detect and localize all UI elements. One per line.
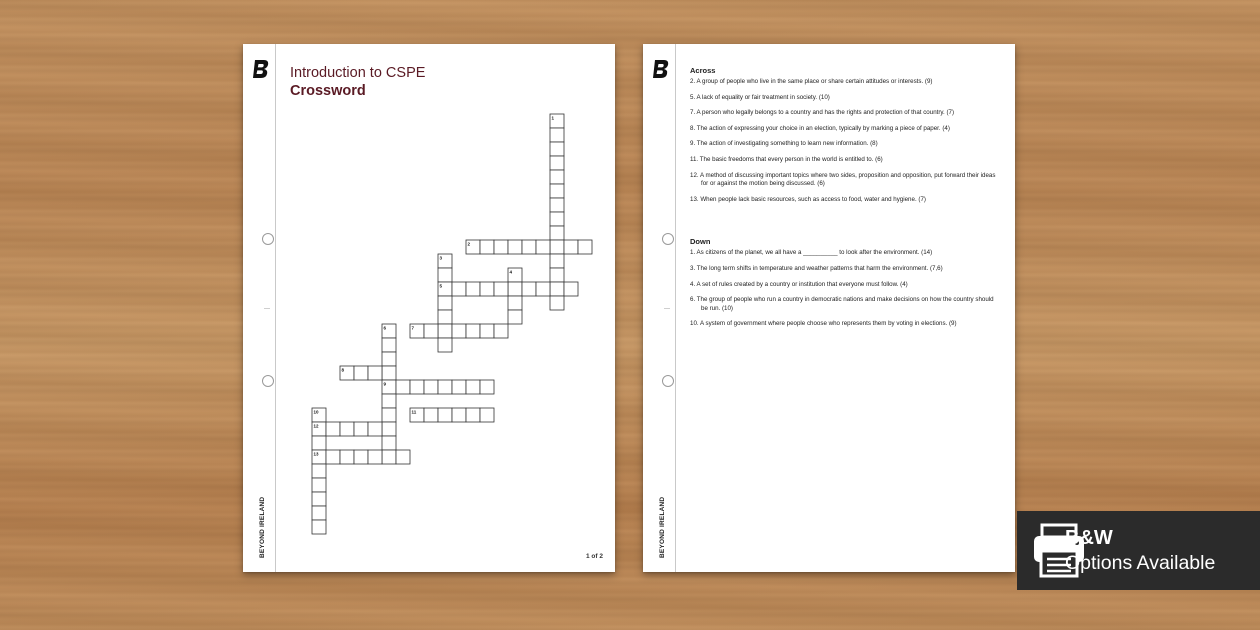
crossword-cell xyxy=(382,436,396,450)
clue-number: 4 xyxy=(509,269,513,275)
crossword-cell xyxy=(550,226,564,240)
crossword-cell xyxy=(480,240,494,254)
crossword-cell xyxy=(564,240,578,254)
crossword-cell xyxy=(578,240,592,254)
brand-logo-icon xyxy=(652,59,670,79)
crossword-cell xyxy=(368,422,382,436)
across-clue: 13. When people lack basic resources, such as access to food, water and hygiene. (7) xyxy=(690,195,926,203)
crossword-cell xyxy=(466,408,480,422)
crossword-cell xyxy=(452,324,466,338)
down-clue: 6. The group of people who run a country in democratic nations and make decisions on how the country should be run. (10) xyxy=(690,296,994,312)
crossword-cell xyxy=(508,310,522,324)
crossword-cell xyxy=(354,422,368,436)
crossword-cell xyxy=(382,422,396,436)
crossword-cell xyxy=(382,352,396,366)
crossword-cell xyxy=(424,324,438,338)
down-clue: 4. A set of rules created by a country or institution that everyone must follow. (4) xyxy=(690,280,908,288)
crossword-cell xyxy=(466,282,480,296)
clue-number: 2 xyxy=(467,241,471,247)
across-clue: 7. A person who legally belongs to a country and has the rights and protection of that country. (7) xyxy=(690,109,955,117)
crossword-cell xyxy=(424,380,438,394)
crossword-cell xyxy=(494,282,508,296)
crossword-cell xyxy=(550,128,564,142)
clue-number: 13 xyxy=(313,451,319,457)
across-clue: 8. The action of expressing your choice in an election, typically by marking a piece of paper. (4) xyxy=(690,124,950,132)
crossword-cell xyxy=(480,324,494,338)
crossword-cell xyxy=(368,366,382,380)
crossword-cell xyxy=(494,240,508,254)
worksheet-page-1 xyxy=(243,44,615,572)
crossword-cell xyxy=(480,282,494,296)
crossword-cell xyxy=(438,310,452,324)
crossword-cell xyxy=(438,408,452,422)
crossword-cell xyxy=(340,422,354,436)
fold-mark xyxy=(664,308,670,309)
crossword-cell xyxy=(312,436,326,450)
banner-title: B&W xyxy=(1065,527,1113,549)
page-number: 1 of 2 xyxy=(586,553,603,560)
crossword-cell xyxy=(466,380,480,394)
crossword-cell xyxy=(550,254,564,268)
down-clue: 10. A system of government where people choose who represents them by voting in elections. (9) xyxy=(690,320,957,328)
down-clue: 3. The long term shifts in temperature and weather patterns that harm the environment. (7,6) xyxy=(690,264,943,272)
clue-number: 1 xyxy=(551,115,555,121)
crossword-cell xyxy=(312,506,326,520)
clue-number: 8 xyxy=(341,367,345,373)
crossword-cell xyxy=(494,324,508,338)
crossword-cell xyxy=(550,282,564,296)
crossword-cell xyxy=(354,366,368,380)
crossword-cell xyxy=(522,240,536,254)
clue-number: 5 xyxy=(439,283,443,289)
crossword-cell xyxy=(312,492,326,506)
brand-vertical-text: BEYOND IRELAND xyxy=(259,496,266,558)
crossword-cell xyxy=(410,380,424,394)
clue-number: 7 xyxy=(411,325,415,331)
crossword-cell xyxy=(452,408,466,422)
crossword-cell xyxy=(550,268,564,282)
across-clue: 11. The basic freedoms that every person in the world is entitled to. (6) xyxy=(690,155,883,163)
crossword-cell xyxy=(550,142,564,156)
crossword-cell xyxy=(466,324,480,338)
across-clue: 12. A method of discussing important topics where two sides, proposition and opposition, put forward their ideas for or against the motion being discussed. (6) xyxy=(690,171,996,188)
crossword-cell xyxy=(536,282,550,296)
crossword-cell xyxy=(536,240,550,254)
crossword-cell xyxy=(508,296,522,310)
across-clue: 5. A lack of equality or fair treatment in society. (10) xyxy=(690,93,830,101)
crossword-cell xyxy=(564,282,578,296)
crossword-cell xyxy=(312,478,326,492)
crossword-cell xyxy=(550,198,564,212)
across-heading: Across xyxy=(690,66,716,75)
crossword-cell xyxy=(368,450,382,464)
binder-hole xyxy=(662,233,674,245)
crossword-cell xyxy=(438,296,452,310)
crossword-cell xyxy=(312,464,326,478)
crossword-cell xyxy=(550,156,564,170)
crossword-cell xyxy=(550,296,564,310)
down-heading: Down xyxy=(690,237,711,247)
crossword-cell xyxy=(312,520,326,534)
crossword-cell xyxy=(326,450,340,464)
crossword-cell xyxy=(326,422,340,436)
clue-number: 9 xyxy=(383,381,387,387)
crossword-cell xyxy=(382,394,396,408)
crossword-cell xyxy=(452,282,466,296)
worksheet-page-2 xyxy=(643,44,1015,572)
crossword-cell xyxy=(508,282,522,296)
crossword-cell xyxy=(550,240,564,254)
crossword-cell xyxy=(550,170,564,184)
page-title: Introduction to CSPE xyxy=(290,65,426,81)
crossword-cell xyxy=(438,324,452,338)
clue-list xyxy=(690,66,998,336)
page-subtitle: Crossword xyxy=(290,83,366,99)
crossword-grid xyxy=(243,44,615,572)
across-clue: 2. A group of people who live in the same place or share certain attitudes or interests. (9) xyxy=(690,78,933,85)
crossword-cell xyxy=(396,380,410,394)
crossword-cell xyxy=(354,450,368,464)
crossword-cell xyxy=(522,282,536,296)
binder-hole xyxy=(662,375,674,387)
clue-number: 11 xyxy=(411,409,417,415)
crossword-cell xyxy=(480,380,494,394)
clue-number: 12 xyxy=(313,423,319,429)
crossword-cell xyxy=(550,184,564,198)
across-clue: 9. The action of investigating something to learn new information. (8) xyxy=(690,140,878,148)
down-clue: 1. As citizens of the planet, we all have a __________ to look after the environment. (14) xyxy=(690,249,933,257)
crossword-cell xyxy=(480,408,494,422)
brand-vertical-text: BEYOND IRELAND xyxy=(659,496,666,558)
crossword-cell xyxy=(424,408,438,422)
crossword-cell xyxy=(382,450,396,464)
crossword-cell xyxy=(550,212,564,226)
crossword-cell xyxy=(340,450,354,464)
clue-number: 10 xyxy=(313,409,319,415)
bw-options-banner xyxy=(1017,511,1260,590)
crossword-cell xyxy=(438,338,452,352)
margin-line xyxy=(675,44,676,572)
crossword-cell xyxy=(382,408,396,422)
crossword-cell xyxy=(508,240,522,254)
crossword-cell xyxy=(396,450,410,464)
crossword-cell xyxy=(438,268,452,282)
crossword-cell xyxy=(452,380,466,394)
crossword-cell xyxy=(382,338,396,352)
crossword-cell xyxy=(382,366,396,380)
crossword-cell xyxy=(438,380,452,394)
clue-number: 6 xyxy=(383,325,387,331)
banner-subtitle: Options Available xyxy=(1065,552,1216,574)
clue-number: 3 xyxy=(439,255,443,261)
